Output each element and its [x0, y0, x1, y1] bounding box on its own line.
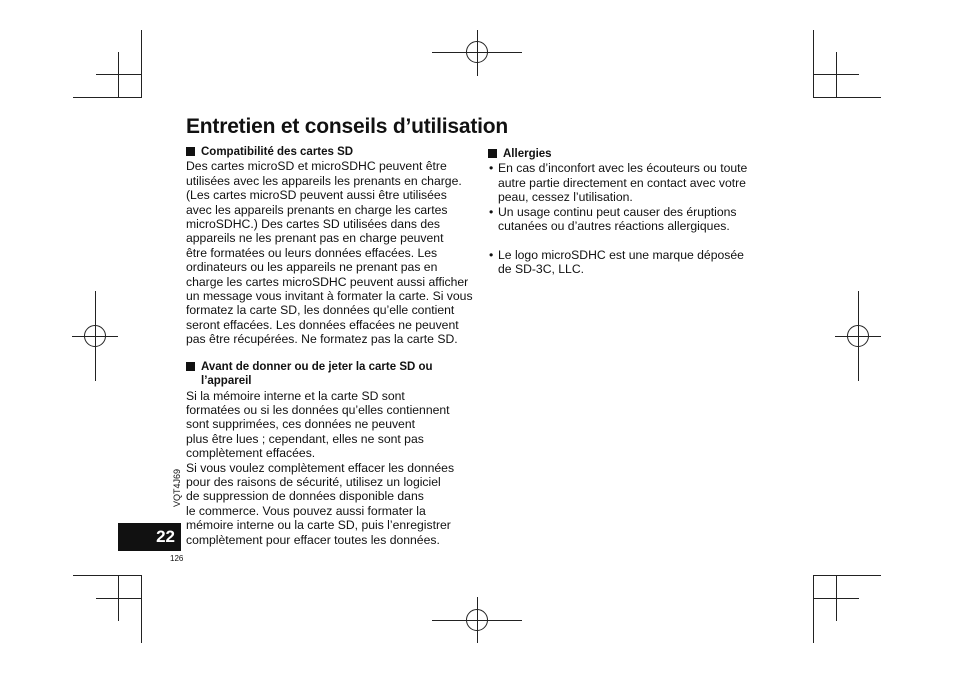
model-code: VQT4J69 — [172, 468, 182, 507]
text-line: complètement pour effacer toutes les données. — [186, 532, 440, 547]
registration-line — [72, 336, 118, 337]
text-line: ordinateurs ou les appareils ne prenant pas en — [186, 260, 438, 275]
section-heading — [186, 360, 476, 389]
bullet-icon: • — [489, 161, 494, 176]
text-line: un message vous invitant à formater la carte. Si vous — [186, 289, 473, 304]
crop-mark — [813, 598, 859, 599]
text-line: charge les cartes microSDHC peuvent aussi afficher — [186, 274, 469, 289]
text-line: le commerce. Vous pouvez aussi formater la — [186, 503, 426, 518]
text-line: mémoire interne ou la carte SD, puis l’enregistrer — [186, 518, 451, 533]
crop-mark — [813, 30, 814, 98]
crop-mark — [96, 598, 142, 599]
section-heading-text: Compatibilité des cartes SD — [201, 146, 354, 158]
page-title: Entretien et conseils d’utilisation — [186, 115, 509, 138]
crop-mark — [141, 30, 142, 98]
square-bullet-icon — [488, 149, 497, 158]
bullet-list — [488, 161, 778, 276]
section-body — [186, 159, 476, 346]
text-line: seront effacées. Les données effacées ne peuvent — [186, 317, 459, 332]
square-bullet-icon — [186, 147, 195, 156]
text-line: complètement effacées. — [186, 446, 316, 461]
text-line: (Les cartes microSD peuvent aussi être utilisées — [186, 188, 447, 203]
registration-line — [477, 597, 478, 643]
section-body — [186, 389, 476, 547]
text-line: sont supprimées, ces données ne peuvent — [186, 417, 416, 432]
text-line: être formatées ou leurs données effacées. Les — [186, 245, 438, 260]
crop-mark — [118, 52, 119, 98]
section-heading — [186, 145, 476, 159]
crop-mark — [141, 575, 142, 643]
crop-mark — [813, 575, 881, 576]
square-bullet-icon — [186, 362, 195, 371]
bullet-icon: • — [489, 204, 494, 219]
text-line: utilisées avec les appareils les prenants en charge. — [186, 173, 462, 188]
small-page-number: 126 — [170, 554, 184, 563]
text-line: de suppression de données disponible dans — [186, 489, 424, 504]
section-heading-text: Avant de donner ou de jeter la carte SD ou l’appareil — [201, 360, 433, 388]
list-item: • Le logo microSDHC est une marque déposée de SD-3C, LLC. — [489, 247, 744, 277]
crop-mark — [73, 97, 142, 98]
registration-line — [835, 336, 881, 337]
page-number: 22 — [118, 523, 181, 551]
text-line: microSDHC.) Des cartes SD utilisées dans des — [186, 217, 440, 232]
section-heading — [488, 147, 778, 161]
text-line: avec les appareils prenants en charge les cartes — [186, 202, 448, 217]
crop-mark — [813, 74, 859, 75]
text-line: Si la mémoire interne et la carte SD sont — [186, 388, 405, 403]
crop-mark — [96, 74, 142, 75]
list-item: • Un usage continu peut causer des éruptions cutanées ou d’autres réactions allergiques. — [489, 204, 737, 234]
text-line: formatées ou si les données qu’elles contiennent — [186, 402, 450, 417]
registration-line — [477, 30, 478, 76]
text-line: plus être lues ; cependant, elles ne sont pas — [186, 431, 424, 446]
text-line: appareils ne les prenant pas en charge peuvent — [186, 231, 444, 246]
bullet-icon: • — [489, 247, 494, 262]
left-column — [186, 145, 476, 547]
right-column — [488, 147, 778, 277]
text-line: Si vous voulez complètement effacer les données — [186, 460, 455, 475]
list-item: • En cas d’inconfort avec les écouteurs ou toute autre partie directement en contact avec votre peau, cessez l’utilisation. — [489, 161, 748, 205]
text-line: pas être récupérées. Ne formatez pas la carte SD. — [186, 332, 458, 347]
crop-mark — [73, 575, 142, 576]
crop-mark — [836, 52, 837, 98]
text-line: formatez la carte SD, les données qu’elle contient — [186, 303, 455, 318]
crop-mark — [813, 575, 814, 643]
crop-mark — [813, 97, 881, 98]
text-line: pour des raisons de sécurité, utilisez un logiciel — [186, 474, 441, 489]
section-heading-text: Allergies — [503, 148, 552, 160]
text-line: Des cartes microSD et microSDHC peuvent être — [186, 159, 447, 174]
